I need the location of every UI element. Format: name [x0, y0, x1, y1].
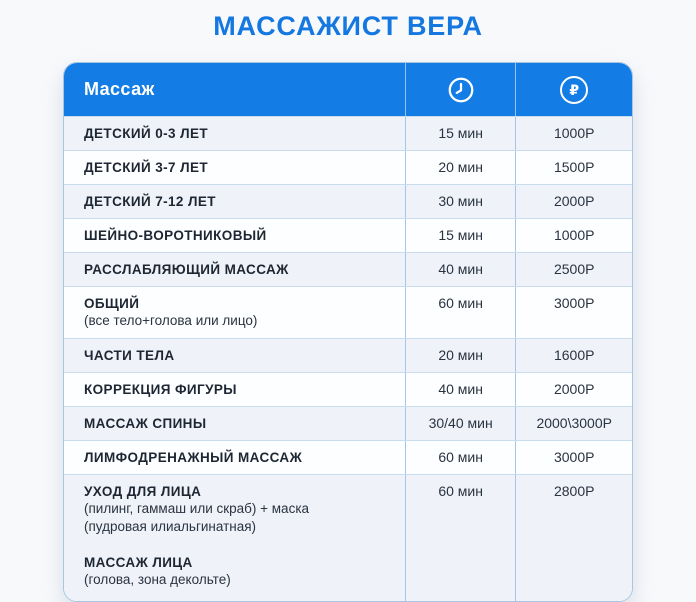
table-row [64, 286, 632, 338]
service-duration: 40 мин [405, 253, 516, 286]
service-price: 1500Р [515, 151, 632, 184]
service-description: (голова, зона декольте) [84, 572, 231, 587]
service-name: ШЕЙНО-ВОРОТНИКОВЫЙ [84, 228, 267, 243]
service-duration: 30 мин [405, 185, 516, 218]
service-description: (пилинг, гаммаш или скраб) + маска [84, 501, 310, 516]
service-name: ДЕТСКИЙ 3-7 ЛЕТ [84, 160, 208, 175]
service-name: КОРРЕКЦИЯ ФИГУРЫ [84, 382, 237, 397]
service-name: РАССЛАБЛЯЮЩИЙ МАССАЖ [84, 262, 289, 277]
service-duration: 60 мин [405, 287, 516, 338]
table-row [64, 116, 632, 150]
service-duration: 30/40 мин [405, 407, 516, 440]
table-row [64, 440, 632, 474]
service-price: 2000Р [515, 373, 632, 406]
service-name: ЧАСТИ ТЕЛА [84, 348, 175, 363]
page-title: МАССАЖИСТ ВЕРА [213, 11, 483, 41]
table-row [64, 252, 632, 286]
column-header-service: Массаж [84, 79, 155, 99]
table-row [64, 474, 632, 601]
service-price: 3000Р [515, 441, 632, 474]
service-price: 2000Р [515, 185, 632, 218]
table-header-row [64, 63, 632, 116]
service-price: 2000\3000Р [515, 407, 632, 440]
table-row [64, 372, 632, 406]
service-price: 2800Р [515, 475, 632, 601]
table-row [64, 184, 632, 218]
price-table [63, 62, 633, 602]
service-description: (все тело+голова или лицо) [84, 313, 258, 328]
service-duration: 20 мин [405, 339, 516, 372]
service-description: (пудровая илиальгинатная) [84, 519, 257, 534]
column-header-duration [405, 63, 516, 116]
service-price: 2500Р [515, 253, 632, 286]
service-duration: 40 мин [405, 373, 516, 406]
service-duration: 15 мин [405, 219, 516, 252]
service-duration: 20 мин [405, 151, 516, 184]
service-name: УХОД ДЛЯ ЛИЦА [84, 484, 202, 499]
service-name: ДЕТСКИЙ 0-3 ЛЕТ [84, 126, 208, 141]
table-row [64, 338, 632, 372]
service-duration: 60 мин [405, 475, 516, 601]
service-price: 1600Р [515, 339, 632, 372]
ruble-icon: ₽ [560, 76, 588, 104]
table-row [64, 406, 632, 440]
service-price: 3000Р [515, 287, 632, 338]
table-row [64, 150, 632, 184]
clock-icon [446, 75, 476, 105]
service-price: 1000Р [515, 117, 632, 150]
service-name: ДЕТСКИЙ 7-12 ЛЕТ [84, 194, 216, 209]
service-duration: 60 мин [405, 441, 516, 474]
service-name: ОБЩИЙ [84, 296, 140, 311]
service-name-secondary: МАССАЖ ЛИЦА [84, 555, 193, 570]
column-header-price [515, 63, 632, 116]
service-name: ЛИМФОДРЕНАЖНЫЙ МАССАЖ [84, 450, 303, 465]
service-duration: 15 мин [405, 117, 516, 150]
service-name: МАССАЖ СПИНЫ [84, 416, 207, 431]
table-row [64, 218, 632, 252]
service-price: 1000Р [515, 219, 632, 252]
